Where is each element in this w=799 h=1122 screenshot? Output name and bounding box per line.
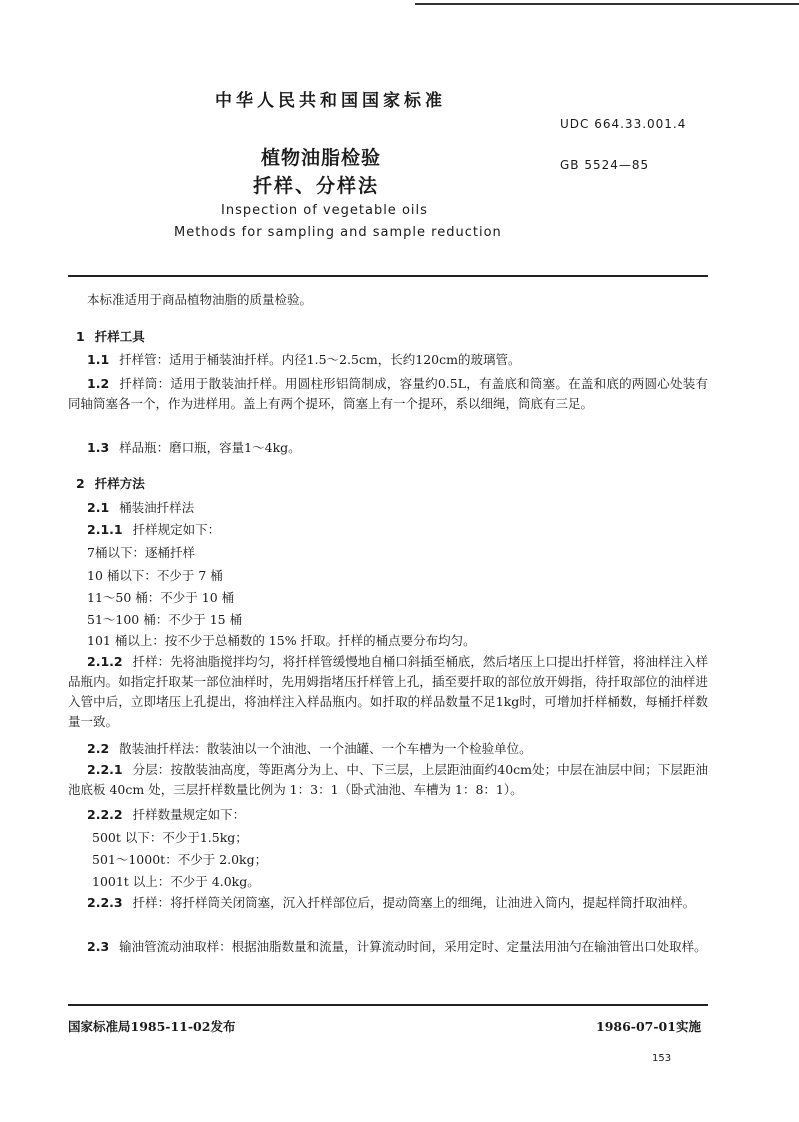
scope-statement: 本标准适用于商品植物油脂的质量检验。 (87, 292, 313, 307)
page-number: 153 (652, 1053, 672, 1064)
clause-2-1-number: 2.1 (87, 500, 110, 515)
rule-list-1-item: 7桶以下：逐桶扦样 (87, 545, 195, 560)
clause-1-2 (68, 374, 708, 414)
issued-date: 国家标准局1985-11-02发布 (68, 1019, 236, 1034)
title-line-2: 扦样、分样法 (253, 175, 380, 197)
clause-2-1-2-text: 扦样：先将油脂搅拌均匀，将扦样管缓慢地自桶口斜插至桶底，然后堵压上口提出扦样管，将油样注入样品瓶内。如指定扦取某一部位油样时，先用姆指堵压扦样管上孔，插至要扦取的部位放开姆指，待扦取部位的油样进入管中后，立即堵压上孔提出，将油样注入样品瓶内。如扦取的样品数量不足1kg时，可增加扦样桶数，每桶扦样数量一致。 (68, 654, 708, 729)
national-standard-heading: 中华人民共和国国家标准 (215, 91, 446, 111)
clause-2-2-3-text: 扦样：将扦样筒关闭筒塞，沉入扦样部位后，提动筒塞上的细绳，让油进入筒内，提起样筒扦取油样。 (132, 895, 696, 910)
section-1-number: 1 (76, 329, 85, 344)
clause-2-2-2 (87, 805, 245, 825)
effective-date: 1986-07-01实施 (596, 1019, 701, 1034)
section-2-title: 扦样方法 (94, 476, 145, 491)
clause-2-2-number: 2.2 (87, 741, 110, 756)
gb-code: GB 5524—85 (560, 158, 650, 172)
english-title-2: Methods for sampling and sample reduction (174, 225, 502, 240)
clause-2-2-text: 散装油扦样法：散装油以一个油池、一个油罐、一个车槽为一个检验单位。 (119, 741, 532, 756)
clause-1-3 (87, 438, 301, 458)
clause-2-1 (87, 498, 194, 518)
english-title-1: Inspection of vegetable oils (221, 203, 428, 218)
clause-2-2-2-number: 2.2.2 (87, 807, 123, 822)
rule-list-2-item: 1001t 以上：不少于 4.0kg。 (92, 874, 260, 889)
clause-2-3-number: 2.3 (87, 939, 110, 954)
clause-1-1-number: 1.1 (87, 352, 110, 367)
clause-2-2-3-number: 2.2.3 (87, 895, 123, 910)
section-2-heading (76, 474, 145, 492)
rule-list-1-item: 51～100 桶：不少于 15 桶 (87, 612, 243, 627)
clause-2-2 (87, 739, 532, 759)
header-divider (68, 275, 708, 277)
clause-1-3-number: 1.3 (87, 440, 110, 455)
rule-list-2-item: 501～1000t：不少于 2.0kg； (92, 852, 268, 867)
section-2-number: 2 (76, 476, 85, 491)
clause-2-1-2-number: 2.1.2 (87, 654, 123, 669)
clause-2-2-3 (68, 893, 708, 913)
top-edge-line (415, 3, 799, 5)
clause-2-3 (68, 937, 708, 957)
clause-1-2-number: 1.2 (87, 376, 110, 391)
clause-1-2-text: 扦样筒：适用于散装油扦样。用圆柱形铝筒制成，容量约0.5L，有盖底和筒塞。在盖和底的两圆心处装有同轴筒塞各一个，作为进样用。盖上有两个提环，筒塞上有一个提环，系以细绳，筒底有三足。 (68, 376, 708, 411)
rule-list-1-item: 11～50 桶：不少于 10 桶 (87, 590, 235, 605)
clause-1-3-text: 样品瓶：磨口瓶，容量1～4kg。 (119, 440, 301, 455)
clause-2-1-text: 桶装油扦样法 (119, 500, 195, 515)
title-line-1: 植物油脂检验 (261, 147, 382, 169)
clause-2-2-1-number: 2.2.1 (87, 762, 123, 777)
clause-2-2-1 (68, 760, 708, 800)
clause-2-1-2 (68, 652, 708, 732)
clause-2-1-1 (87, 520, 220, 540)
clause-2-2-1-text: 分层：按散装油高度，等距离分为上、中、下三层，上层距油面约40cm处；中层在油层中间；下层距油池底板 40cm 处，三层扦样数量比例为 1：3：1（卧式油池、车槽为 1：8：1）。 (68, 762, 708, 797)
section-1-title: 扦样工具 (94, 329, 145, 344)
clause-2-1-1-number: 2.1.1 (87, 522, 123, 537)
clause-2-2-2-text: 扦样数量规定如下： (132, 807, 246, 822)
clause-1-1 (87, 350, 520, 370)
clause-2-3-text: 输油管流动油取样：根据油脂数量和流量，计算流动时间，采用定时、定量法用油勺在输油管出口处取样。 (119, 939, 707, 954)
footer-divider (68, 1004, 708, 1006)
udc-code: UDC 664.33.001.4 (560, 117, 687, 131)
clause-1-1-text: 扦样管：适用于桶装油扦样。内径1.5～2.5cm，长约120cm的玻璃管。 (119, 352, 521, 367)
rule-list-1-item: 101 桶以上：按不少于总桶数的 15% 扦取。扦样的桶点要分布均匀。 (87, 633, 476, 648)
section-1-heading (76, 327, 145, 345)
rule-list-2-item: 500t 以下：不少于1.5kg； (92, 830, 248, 845)
rule-list-1-item: 10 桶以下：不少于 7 桶 (87, 568, 223, 583)
clause-2-1-1-text: 扦样规定如下： (132, 522, 221, 537)
